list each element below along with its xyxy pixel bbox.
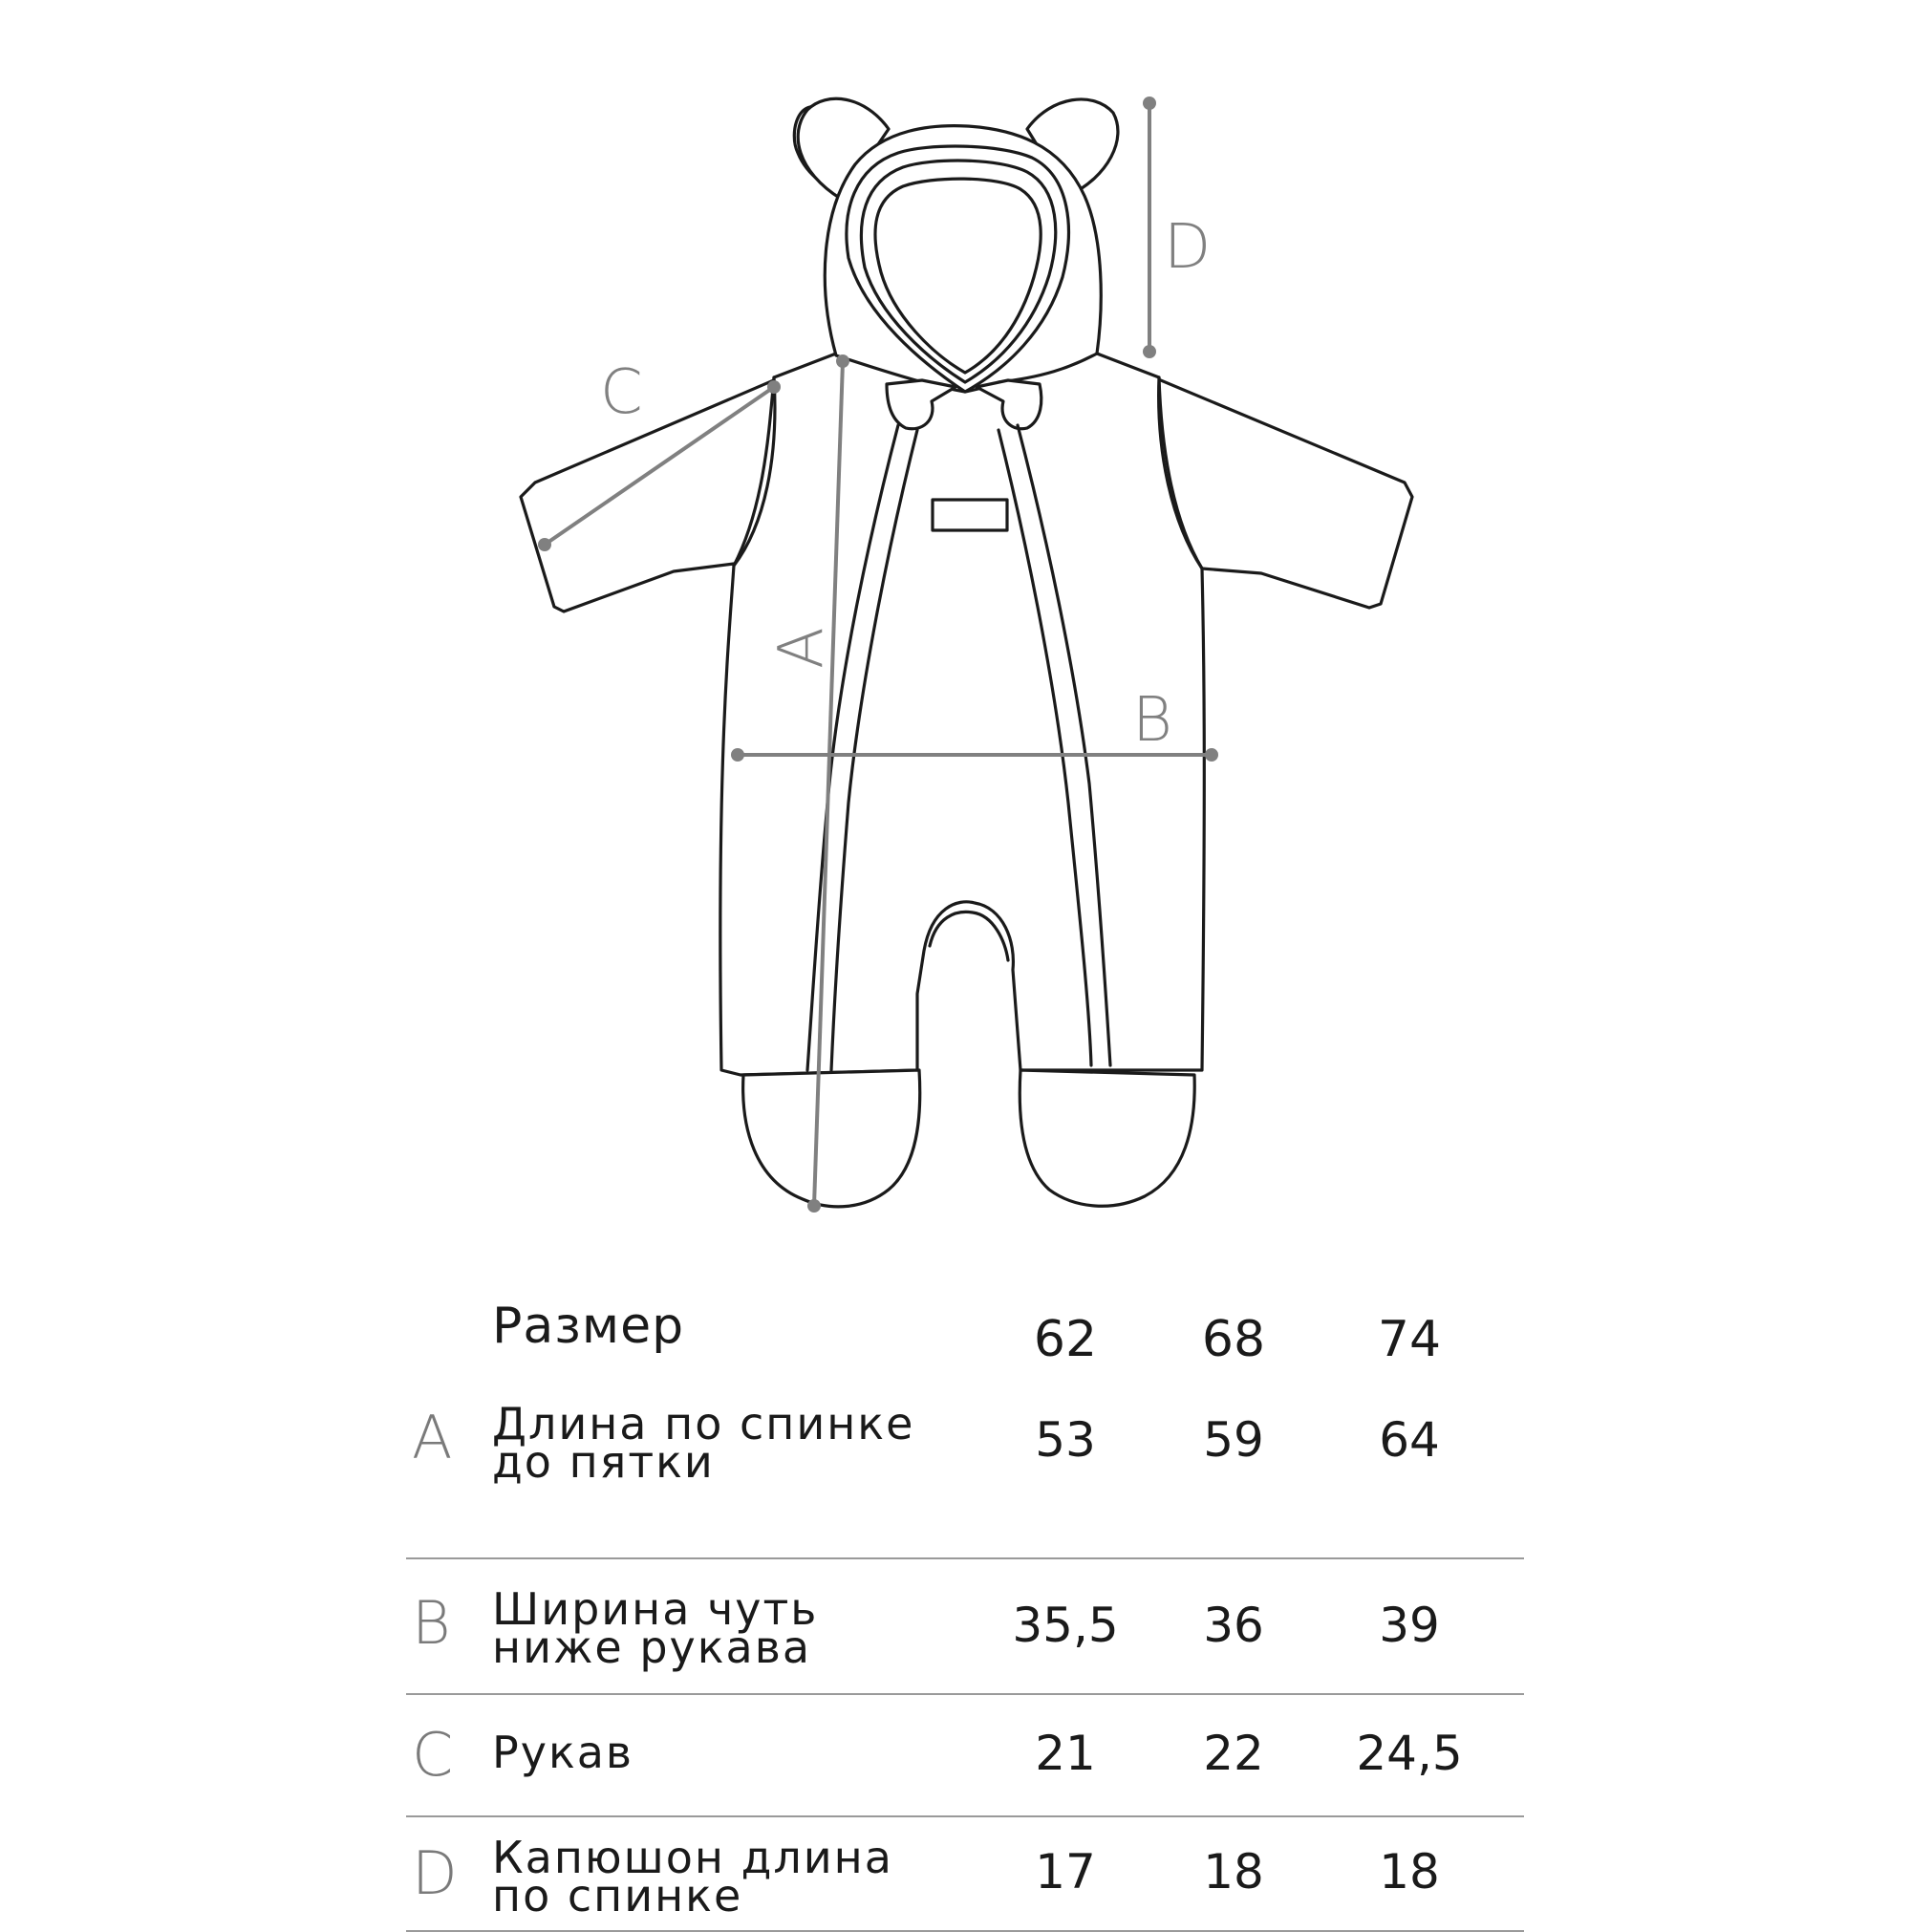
- row-d-value-62: 17: [1035, 1844, 1096, 1900]
- row-c: [406, 1695, 1524, 1817]
- crotch-inner: [930, 912, 1008, 960]
- chest-patch: [933, 500, 1007, 530]
- row-label-d-line1: Капюшон длина: [492, 1832, 893, 1883]
- row-label-b-line1: Ширина чуть: [492, 1583, 819, 1635]
- row-d-value-68: 18: [1203, 1844, 1264, 1900]
- size-68: 68: [1201, 1311, 1266, 1368]
- row-a-value-68: 59: [1203, 1412, 1264, 1468]
- row-b-value-74: 39: [1379, 1598, 1440, 1653]
- hood-outer: [825, 126, 1101, 392]
- size-header-row: [406, 1280, 1524, 1366]
- row-label-c-line1: Рукав: [492, 1727, 634, 1778]
- row-letter-c: C: [412, 1720, 454, 1790]
- row-b: [406, 1559, 1524, 1695]
- measure-dot-a-bottom: [807, 1199, 821, 1213]
- measure-label-b: B: [1132, 685, 1172, 756]
- row-c-value-68: 22: [1203, 1726, 1264, 1781]
- measure-label-a: A: [766, 627, 837, 669]
- right-foot: [1020, 1070, 1194, 1206]
- row-label-a-line1: Длина по спинке: [492, 1398, 915, 1449]
- row-a-value-62: 53: [1035, 1412, 1096, 1468]
- row-label-d-line2: по спинке: [492, 1870, 743, 1921]
- size-74: 74: [1377, 1311, 1442, 1368]
- row-c-value-62: 21: [1035, 1726, 1096, 1781]
- left-foot: [743, 1070, 920, 1207]
- measure-dot-b-right: [1205, 748, 1218, 762]
- row-c-value-74: 24,5: [1356, 1726, 1463, 1781]
- row-label-d: [492, 1832, 893, 1921]
- measure-label-c: C: [600, 357, 643, 428]
- measure-dot-a-top: [836, 354, 849, 368]
- row-letter-d: D: [412, 1838, 458, 1908]
- measure-dot-c-bottom: [538, 538, 551, 551]
- row-label-c: [492, 1727, 634, 1778]
- measure-dot-b-left: [731, 748, 744, 762]
- measure-line-c: [545, 387, 774, 545]
- row-a: [406, 1366, 1524, 1559]
- row-letter-b: B: [412, 1588, 451, 1658]
- row-letter-a: A: [412, 1403, 453, 1472]
- row-a-value-74: 64: [1379, 1412, 1440, 1468]
- measure-dot-c-top: [767, 380, 781, 394]
- measure-label-d: D: [1164, 212, 1212, 283]
- row-d-value-74: 18: [1379, 1844, 1440, 1900]
- row-b-value-68: 36: [1203, 1598, 1264, 1653]
- row-label-b: [492, 1583, 819, 1673]
- size-62: 62: [1033, 1311, 1098, 1368]
- row-label-b-line2: ниже рукава: [492, 1621, 812, 1673]
- measure-dot-d-top: [1143, 97, 1156, 110]
- row-label-a-line2: до пятки: [492, 1436, 715, 1488]
- row-d: [406, 1817, 1524, 1932]
- size-header-label: Размер: [492, 1298, 685, 1355]
- measure-dot-d-bottom: [1143, 345, 1156, 358]
- row-label-a: [492, 1398, 915, 1488]
- size-table: [406, 1280, 1524, 1932]
- row-b-value-62: 35,5: [1012, 1598, 1119, 1653]
